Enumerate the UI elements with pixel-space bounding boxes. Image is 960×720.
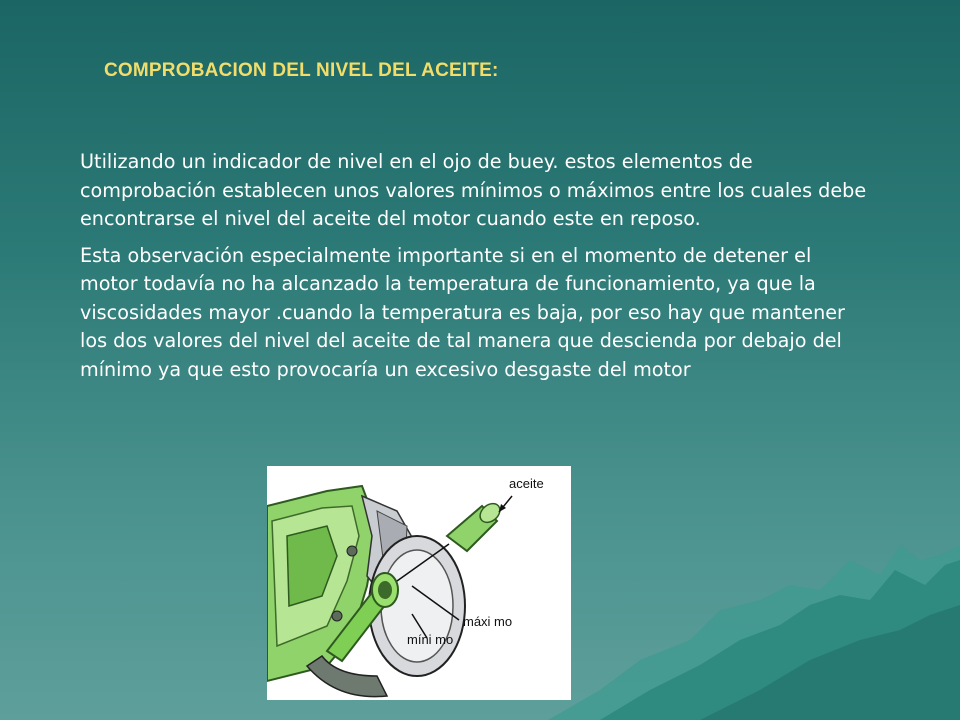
paragraph-1: Utilizando un indicador de nivel en el ojo de buey. estos elementos de comprobación establecen unos valores mínimos o máximos entre los cuales debe encontrarse el nivel del aceite del motor cuando este en reposo. [80, 150, 867, 230]
bolt [332, 611, 342, 621]
label-aceite: aceite [509, 476, 544, 491]
oil-level-figure [267, 466, 571, 700]
label-minimo: míni mo [407, 632, 454, 647]
label-maximo: máxi mo [463, 614, 513, 629]
body-text [80, 148, 870, 392]
bolt [347, 546, 357, 556]
slide-title: COMPROBACION DEL NIVEL DEL ACEITE: [104, 60, 499, 81]
paragraph-2: Esta observación especialmente importante si en el momento de detener el motor todavía no ha alcanzado la temperatura de funcionamiento, ya que la viscosidades mayor .cuando la temperatura es baja, por eso hay que mantener los dos valores del nivel del aceite de tal manera que descienda por debajo del mínimo ya que esto provocaría un excesivo desgaste del motor [80, 243, 845, 381]
